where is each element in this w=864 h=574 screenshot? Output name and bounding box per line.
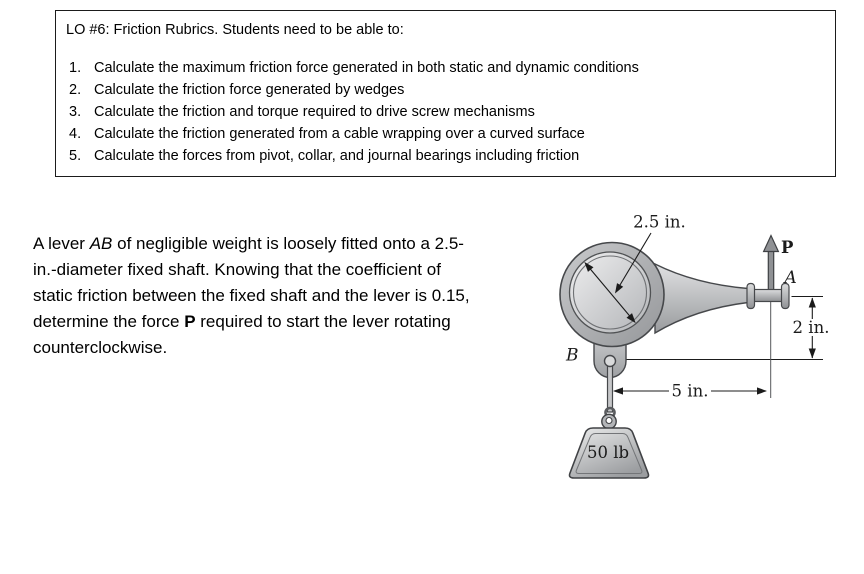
lo-item-text: Calculate the friction and torque required to drive screw mechanisms [94,104,535,120]
lo-item-1 [56,57,835,79]
problem-text: required to start the lever rotating [195,312,451,331]
lo-item-text: Calculate the maximum friction force generated in both static and dynamic conditions [94,60,639,76]
lo-title: LO #6: Friction Rubrics. Students need to be able to: [66,22,404,38]
force-p-arrowhead [764,236,779,252]
point-b-label: B [566,345,579,366]
problem-text: determine the force [33,312,185,331]
lo-item-number: 1. [69,60,82,76]
hanger-rod [608,361,613,412]
dim-2in-arrow-bottom [809,349,816,359]
problem-line [33,309,593,335]
lo-item-2 [56,79,835,101]
lo-item-number: 4. [69,126,82,142]
lo-item-text: Calculate the friction generated from a cable wrapping over a curved surface [94,126,585,142]
lo-item-3 [56,101,835,123]
dim-5in-label: 5 in. [671,381,709,401]
dim-5in-arrow-left [613,387,623,394]
diameter-label: 2.5 in. [633,212,686,232]
force-p-label: P [781,238,794,257]
weight-label: 50 lb [586,443,630,462]
lo-item-5 [56,145,835,167]
pin-b [605,356,616,367]
lo-item-text: Calculate the friction force generated by wedges [94,82,405,98]
lo-item-4 [56,123,835,145]
problem-line [33,231,593,257]
dim-2in-arrow-top [809,298,816,308]
problem-text: A lever [33,234,90,253]
problem-line: in.-diameter fixed shaft. Knowing that the coefficient of [33,260,441,279]
lever-figure [550,200,864,490]
lo-item-text: Calculate the forces from pivot, collar, and journal bearings including friction [94,148,580,164]
lo-item-number: 5. [69,148,82,164]
dim-5in-arrow-right [757,387,767,394]
point-a-label: A [784,268,797,288]
force-name: P [184,312,196,331]
handle-cylinder [753,290,783,302]
lo-item-number: 2. [69,82,82,98]
dim-2in-label: 2 in. [792,318,830,337]
problem-text: of negligible weight is loosely fitted onto a 2.5- [112,234,464,253]
handle-flange-left [747,284,755,309]
lo-item-number: 3. [69,104,82,120]
problem-line: counterclockwise. [33,338,168,357]
problem-statement [33,231,593,361]
learning-objectives-box [55,10,836,177]
weight-ring-hole [606,418,612,424]
lever-name: AB [89,234,113,253]
lo-list [56,57,835,167]
lever-arm [655,264,748,333]
problem-line: static friction between the fixed shaft and the lever is 0.15, [33,286,470,305]
